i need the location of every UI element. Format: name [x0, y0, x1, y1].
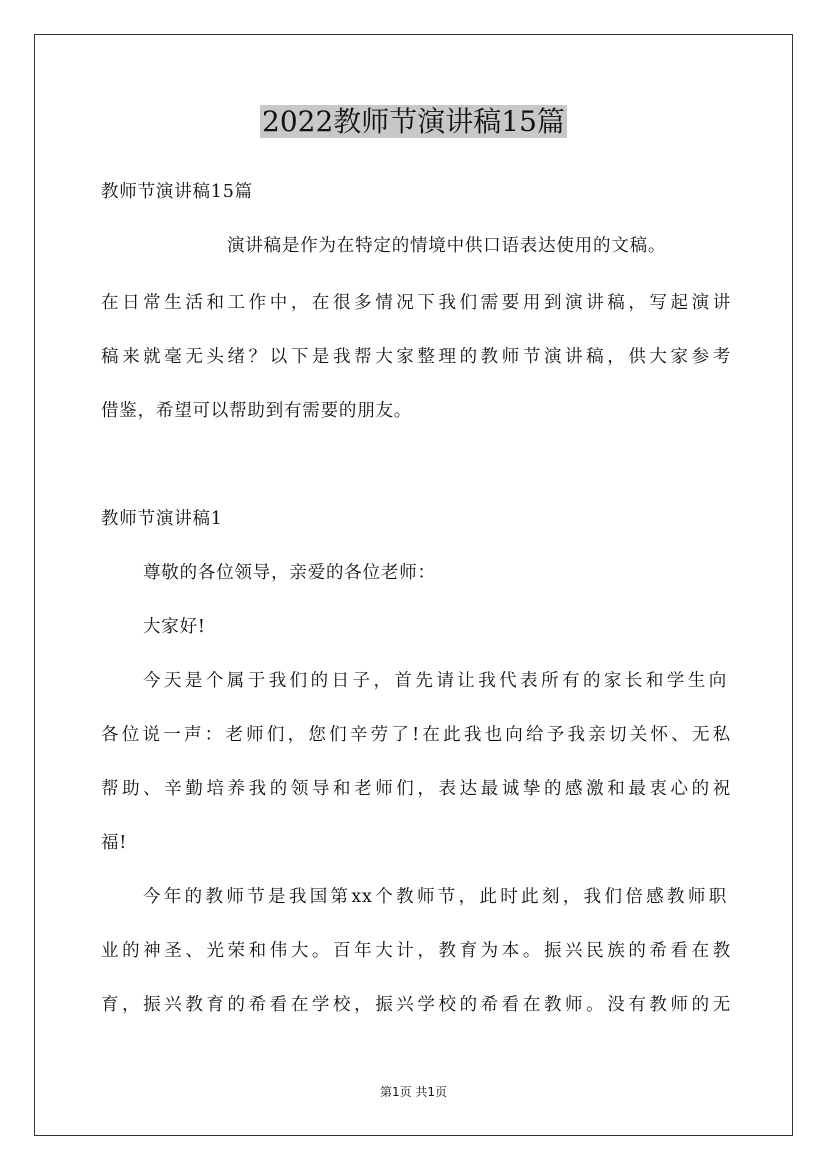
- body-line-1: 今天是个属于我们的日子，首先请让我代表所有的家长和学生向: [143, 671, 727, 691]
- intro-line-3: 稿来就毫无头绪？以下是我帮大家整理的教师节演讲稿，供大家参考: [101, 347, 731, 367]
- intro-line-4: 借鉴，希望可以帮助到有需要的朋友。: [101, 401, 413, 421]
- body-line-3: 帮助、辛勤培养我的领导和老师们，表达最诚挚的感激和最衷心的祝: [101, 779, 731, 799]
- intro-line-2: 在日常生活和工作中，在很多情况下我们需要用到演讲稿，写起演讲: [101, 293, 731, 313]
- body-line-6: 业的神圣、光荣和伟大。百年大计，教育为本。振兴民族的希看在教: [101, 941, 731, 961]
- page-footer: 第1页 共1页: [379, 1085, 448, 1099]
- greeting: 大家好!: [143, 617, 206, 637]
- body-line-2: 各位说一声：老师们，您们辛劳了!在此我也向给予我亲切关怀、无私: [101, 725, 731, 745]
- section-heading: 教师节演讲稿1: [101, 509, 223, 529]
- body-line-5: 今年的教师节是我国第xx个教师节，此时此刻，我们倍感教师职: [143, 887, 727, 907]
- body-line-4: 福!: [101, 833, 128, 853]
- document-subtitle: 教师节演讲稿15篇: [101, 182, 253, 202]
- salutation: 尊敬的各位领导，亲爱的各位老师：: [143, 563, 436, 583]
- document-title: [0, 103, 827, 141]
- intro-line-1: 演讲稿是作为在特定的情境中供口语表达使用的文稿。: [227, 236, 667, 256]
- body-line-7: 育，振兴教育的希看在学校，振兴学校的希看在教师。没有教师的无: [101, 995, 731, 1015]
- document-title-text: 2022教师节演讲稿15篇: [262, 105, 565, 138]
